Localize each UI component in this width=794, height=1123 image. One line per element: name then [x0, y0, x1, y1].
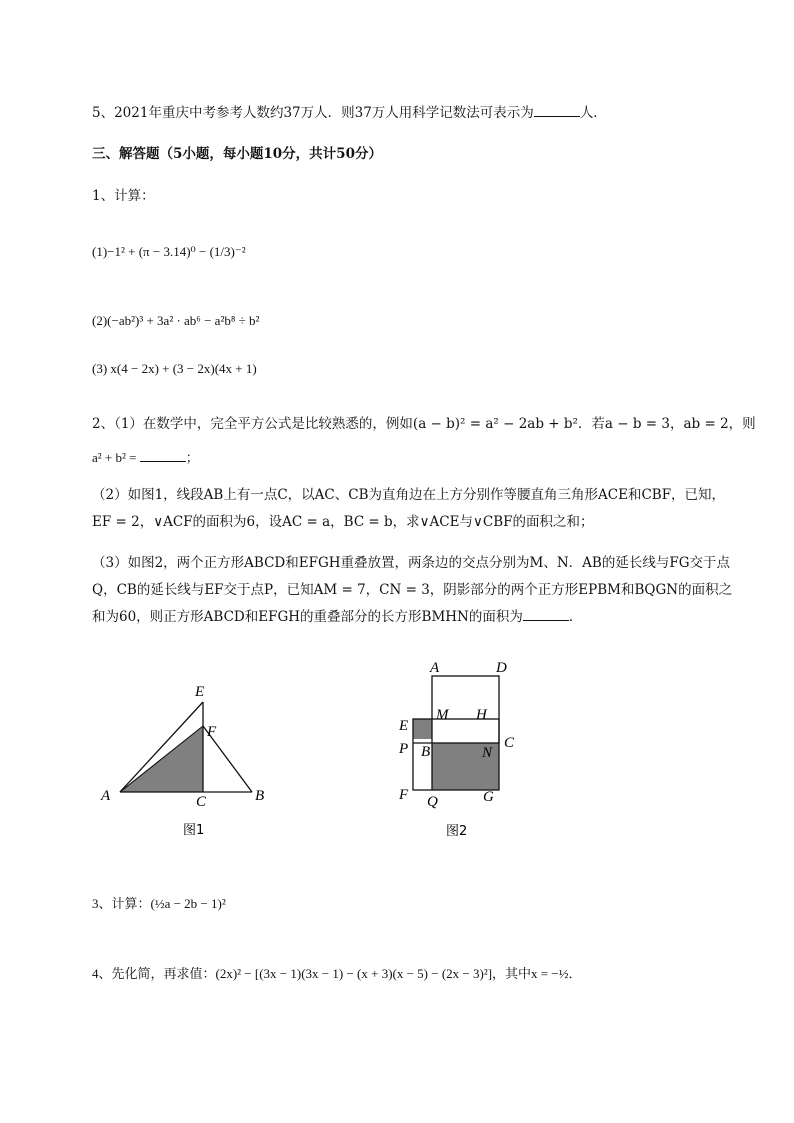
problem-2-part-3-text: （3）如图2，两个正方形ABCD和EFGH重叠放置，两条边的交点分别为M、N．AB的延长线与FG交于点Q，CB的延长线与EF交于点P，已知AM = 7，CN = 3，阴影部分的两个正方形EPBM和BQGN的面积之和为60，则正方形ABCD和EFGH的重叠部分的长方形BMHN的面积为	[92, 555, 733, 625]
label-G: G	[483, 789, 494, 805]
label-N: N	[482, 745, 493, 761]
label-B: B	[255, 788, 265, 804]
problem-2-part-3	[92, 550, 738, 631]
label-F: F	[399, 787, 409, 803]
problem-2-part-1-end: ；	[185, 450, 199, 465]
problem-2-part-1: 2、（1）在数学中，完全平方公式是比较熟悉的，例如(a − b)² = a² − 2ab + b²．若a − b = 3，ab = 2，则	[92, 416, 756, 432]
answer-blank[interactable]	[534, 105, 580, 117]
problem-4: 4、先化简，再求值：(2x)² − [(3x − 1)(3x − 1) − (x + 3)(x − 5) − (2x − 3)²]，其中x = −½．	[92, 966, 582, 981]
label-E: E	[399, 718, 409, 734]
figure-1-caption: 图1	[183, 823, 205, 838]
label-H: H	[476, 707, 487, 723]
problem-2-part-3-end: ．	[568, 609, 583, 625]
label-B: B	[421, 744, 431, 760]
answer-blank[interactable]	[140, 450, 186, 462]
problem-2-part-1-expr: a² + b² =	[92, 450, 137, 465]
problem-1-expr-1: (1)−1² + (π − 3.14)⁰ − (1/3)⁻²	[92, 244, 246, 259]
label-A: A	[101, 788, 111, 804]
label-Q: Q	[427, 794, 438, 810]
shaded-square-EPBM	[413, 719, 432, 739]
section-title: 三、解答题（5小题，每小题10分，共计50分）	[92, 146, 382, 162]
problem-1-title: 1、计算：	[92, 188, 155, 204]
problem-3: 3、计算：(½a − 2b − 1)²	[92, 896, 226, 911]
label-E: E	[195, 684, 205, 700]
question-5-suffix: 人．	[579, 105, 607, 121]
label-P: P	[399, 741, 409, 757]
problem-2-part-2: （2）如图1，线段AB上有一点C，以AC、CB为直角边在上方分别作等腰直角三角形ACE和CBF，已知，EF = 2，∨ACF的面积为6，设AC = a，BC = b，求∨ACE与∨CBF的面积之和；	[92, 487, 726, 530]
label-A: A	[430, 660, 440, 676]
figure-2	[390, 655, 530, 845]
figure-2-caption: 图2	[446, 824, 468, 839]
label-F: F	[207, 724, 217, 740]
label-C: C	[504, 735, 515, 751]
problem-1-expr-3: (3) x(4 − 2x) + (3 − 2x)(4x + 1)	[92, 361, 257, 376]
label-D: D	[496, 660, 507, 676]
question-5	[92, 101, 607, 121]
answer-blank[interactable]	[523, 609, 569, 621]
label-M: M	[436, 707, 449, 723]
label-C: C	[196, 794, 207, 810]
problem-2-part-1-answer	[92, 447, 199, 466]
question-5-text: 5、2021年重庆中考参考人数约37万人．则37万人用科学记数法可表示为	[92, 105, 534, 121]
problem-1-expr-2: (2)(−ab²)³ + 3a² · ab⁶ − a²b⁸ ÷ b²	[92, 313, 260, 328]
figure-1	[95, 680, 280, 840]
